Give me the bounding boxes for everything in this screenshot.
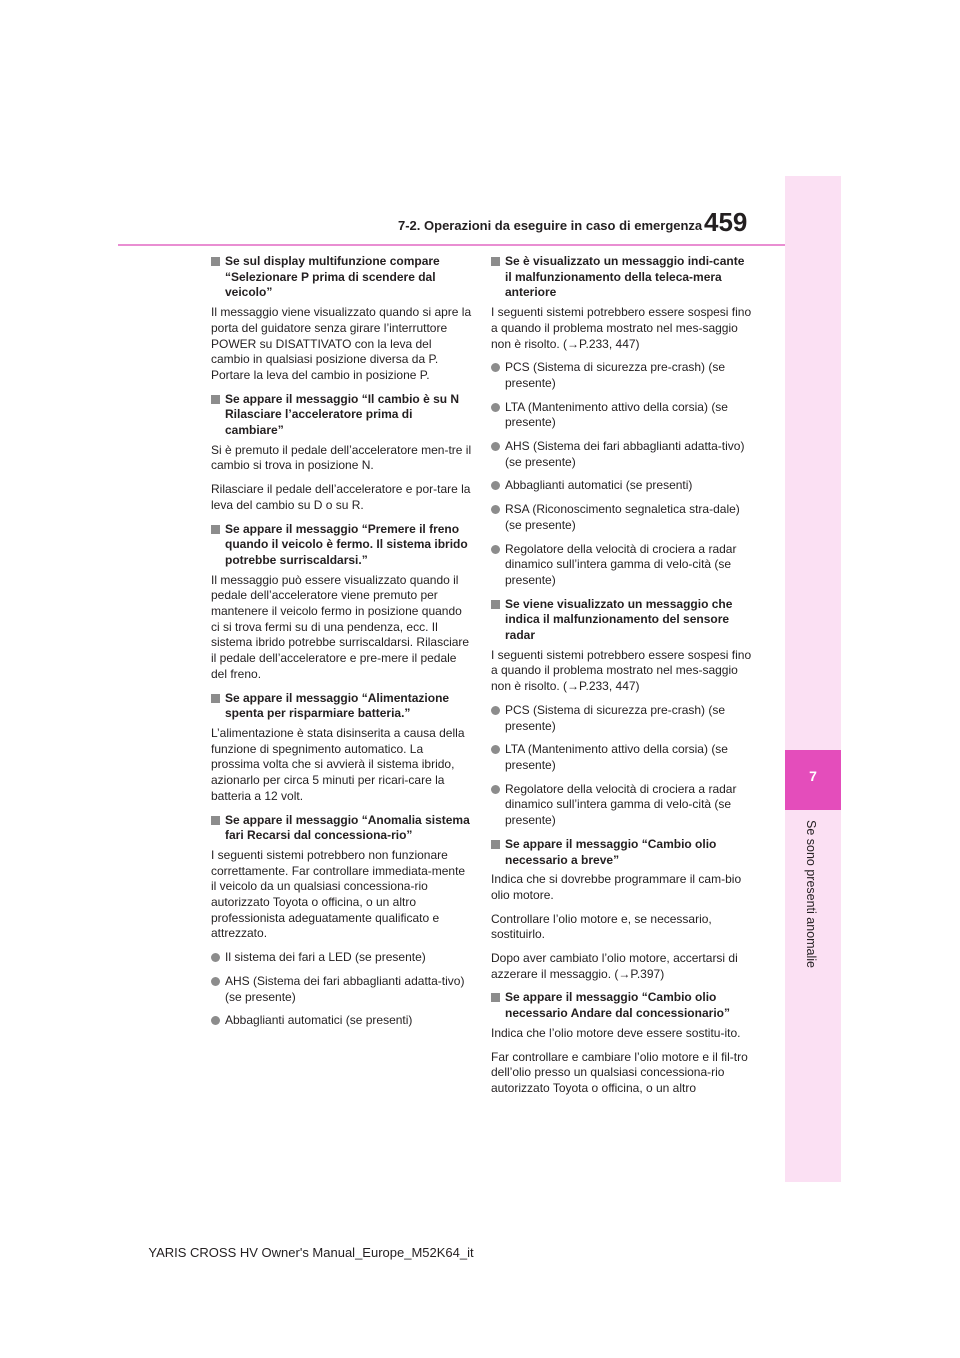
body-paragraph: Il messaggio viene visualizzato quando si apre la porta del guidatore senza girare l’interruttore POWER su DISATTIVATO con la leva del cambio in qualsiasi posizione diversa da P. Portare la leva del cambio in posizione P. (211, 305, 472, 382)
round-bullet-icon (211, 953, 220, 962)
bullet-item (491, 439, 753, 470)
bullet-item (491, 400, 753, 431)
chapter-title: Se sono presenti anomalie (804, 820, 818, 969)
square-bullet-icon (211, 816, 220, 825)
bullet-text: AHS (Sistema dei fari abbaglianti adatta-tivo) (se presente) (225, 973, 465, 1004)
bullet-text: LTA (Mantenimento attivo della corsia) (se presente) (505, 742, 728, 772)
bullet-text: Abbaglianti automatici (se presenti) (225, 1013, 413, 1028)
round-bullet-icon (491, 442, 500, 451)
bullet-text: AHS (Sistema dei fari abbaglianti adatta-tivo) (se presente) (505, 439, 745, 469)
square-bullet-icon (211, 395, 220, 404)
bullet-item (491, 703, 753, 734)
section-heading (211, 691, 473, 722)
side-tab (785, 176, 841, 1182)
section-heading-text: Se appare il messaggio “Cambio olio necessario a breve” (505, 836, 717, 867)
body-paragraph: Dopo aver cambiato l’olio motore, accertarsi di azzerare il messaggio. (→P.397) (491, 951, 738, 981)
section-heading-text: Se viene visualizzato un messaggio che indica il malfunzionamento del sensore radar (505, 596, 733, 643)
body-paragraph: Il messaggio può essere visualizzato quando il pedale dell’acceleratore viene premuto per mantenere il veicolo fermo in posizione quando ci si trova fermi su di una pendenza, ecc. Il sistema ibrido potrebbe surriscaldarsi. Rilasciare il pedale dell’acceleratore e pre-mere il pedale del freno. (211, 572, 470, 681)
round-bullet-icon (491, 363, 500, 372)
round-bullet-icon (491, 403, 500, 412)
section-heading (211, 813, 473, 844)
body-paragraph: I seguenti sistemi potrebbero non funzionare correttamente. Far controllare immediata-mente il veicolo da un qualsiasi concessiona-rio autorizzato Toyota o officina, o un altro professionista adeguatamente qualificato e attrezzato. (211, 847, 466, 941)
bullet-item (491, 782, 753, 829)
bullet-text: PCS (Sistema di sicurezza pre-crash) (se presente) (505, 360, 726, 390)
footer-text: YARIS CROSS HV Owner's Manual_Europe_M52K64_it (148, 1245, 474, 1260)
section-heading-text: Se è visualizzato un messaggio indi-cante il malfunzionamento della teleca-mera anteriore (505, 254, 745, 300)
section-heading (211, 522, 473, 569)
square-bullet-icon (491, 257, 500, 266)
section-title: 7-2. Operazioni da eseguire in caso di emergenza (398, 218, 703, 233)
right-column (491, 254, 753, 1105)
round-bullet-icon (491, 505, 500, 514)
body-paragraph: Si è premuto il pedale dell’acceleratore men-tre il cambio si trova in posizione N. (211, 442, 472, 473)
square-bullet-icon (491, 840, 500, 849)
round-bullet-icon (491, 706, 500, 715)
round-bullet-icon (211, 977, 220, 986)
section-heading (491, 990, 753, 1021)
square-bullet-icon (211, 525, 220, 534)
left-column (211, 254, 473, 1037)
bullet-text: Il sistema dei fari a LED (se presente) (225, 950, 426, 965)
body-paragraph: I seguenti sistemi potrebbero essere sospesi fino a quando il problema mostrato nel mes-saggio non è risolto. (→P.233, 447) (491, 647, 752, 694)
bullet-text: Regolatore della velocità di crociera a radar dinamico sull’intera gamma di velo-cità (se presente) (505, 781, 737, 828)
body-paragraph: Rilasciare il pedale dell’acceleratore e por-tare la leva del cambio su D o su R. (211, 482, 471, 512)
section-heading-text: Se appare il messaggio “Premere il freno quando il veicolo è fermo. Il sistema ibrido potrebbe surriscaldarsi.” (225, 521, 468, 567)
bullet-item (491, 542, 753, 589)
bullet-text: LTA (Mantenimento attivo della corsia) (se presente) (505, 399, 728, 430)
chapter-number: 7 (809, 768, 817, 784)
bullet-text: Abbaglianti automatici (se presenti) (505, 478, 693, 493)
square-bullet-icon (211, 257, 220, 266)
square-bullet-icon (491, 993, 500, 1002)
bullet-text: RSA (Riconoscimento segnaletica stra-dale) (se presente) (505, 502, 740, 532)
page-number: 459 (704, 207, 748, 237)
chapter-tab (785, 750, 841, 810)
section-heading (491, 837, 753, 868)
body-paragraph: I seguenti sistemi potrebbero essere sospesi fino a quando il problema mostrato nel mes-saggio non è risolto. (→P.233, 447) (491, 305, 752, 351)
bullet-item (211, 950, 473, 966)
round-bullet-icon (491, 481, 500, 490)
header-rule (118, 244, 785, 246)
section-heading (211, 392, 473, 439)
body-paragraph: L’alimentazione è stata disinserita a causa della funzione di spegnimento automatico. La prossima volta che si avvierà il sistema ibrido, azionarlo per circa 5 minuti per ricari-care la batteria a 12 volt. (211, 725, 465, 803)
body-paragraph: Indica che l’olio motore deve essere sostitu-ito. (491, 1025, 741, 1040)
bullet-item (491, 502, 753, 533)
round-bullet-icon (491, 785, 500, 794)
body-paragraph: Indica che si dovrebbe programmare il cam-bio olio motore. (491, 872, 742, 902)
body-paragraph: Far controllare e cambiare l’olio motore e il fil-tro dell’olio presso un qualsiasi concessiona-rio autorizzato Toyota o officina, o un altro (491, 1049, 748, 1095)
square-bullet-icon (491, 600, 500, 609)
section-heading-text: Se appare il messaggio “Cambio olio necessario Andare dal concessionario” (505, 990, 730, 1021)
round-bullet-icon (491, 745, 500, 754)
square-bullet-icon (211, 694, 220, 703)
bullet-item (211, 1013, 473, 1029)
round-bullet-icon (211, 1016, 220, 1025)
bullet-item (211, 974, 473, 1005)
bullet-item (491, 360, 753, 391)
bullet-item (491, 478, 753, 494)
bullet-text: PCS (Sistema di sicurezza pre-crash) (se presente) (505, 702, 726, 733)
section-heading-text: Se appare il messaggio “Anomalia sistema fari Recarsi dal concessiona-rio” (225, 812, 470, 843)
section-heading (491, 254, 753, 301)
section-heading-text: Se appare il messaggio “Alimentazione spenta per risparmiare batteria.” (225, 690, 450, 721)
bullet-text: Regolatore della velocità di crociera a radar dinamico sull’intera gamma di velo-cità (se presente) (505, 541, 737, 587)
section-heading-text: Se sul display multifunzione compare “Selezionare P prima di scendere dal veicolo” (225, 254, 440, 300)
section-heading (491, 597, 753, 644)
section-heading (211, 254, 473, 301)
body-paragraph: Controllare l’olio motore e, se necessario, sostituirlo. (491, 911, 712, 942)
section-heading-text: Se appare il messaggio “Il cambio è su N Rilasciare l’acceleratore prima di cambiare” (225, 391, 460, 438)
round-bullet-icon (491, 545, 500, 554)
bullet-item (491, 742, 753, 773)
